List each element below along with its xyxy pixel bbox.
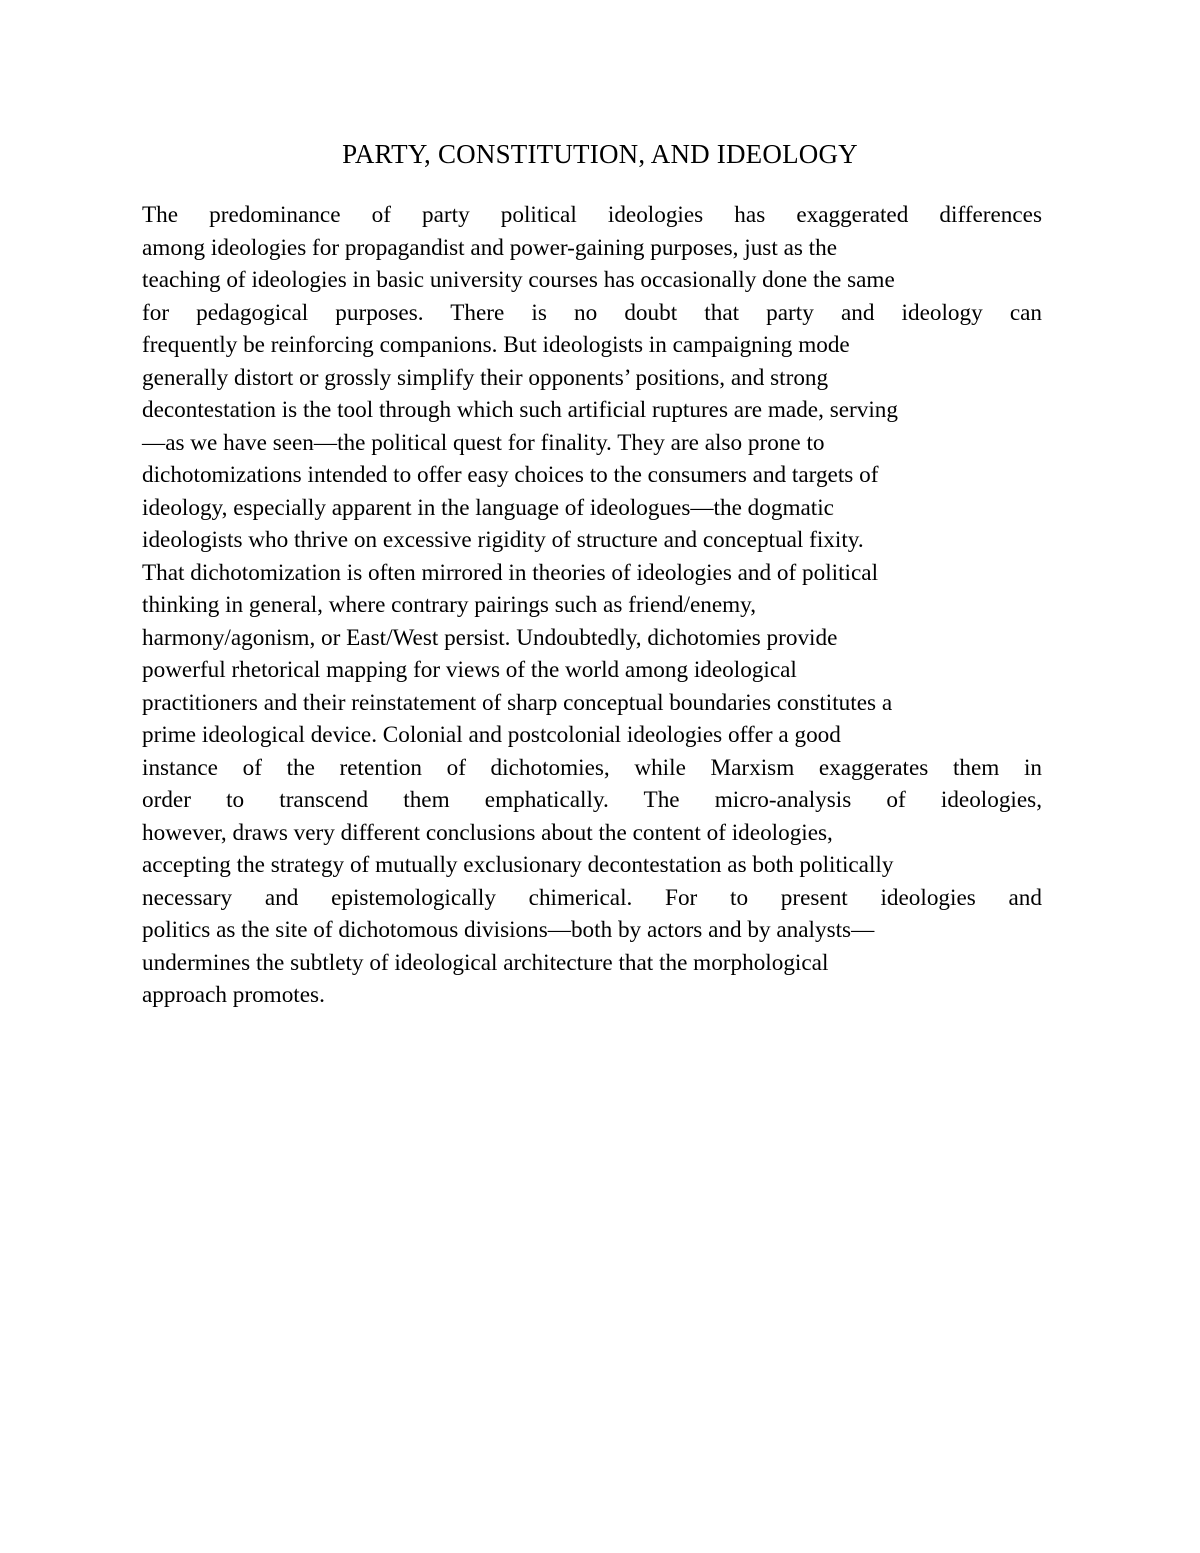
text-line: ideology, especially apparent in the language of ideologues—the dogmatic [142,494,834,521]
text-line: necessary and epistemologically chimerical. For to present ideologies and [142,884,1042,911]
text-line: among ideologies for propagandist and power-gaining purposes, just as the [142,234,838,261]
text-line: frequently be reinforcing companions. But ideologists in campaigning mode [142,332,850,358]
text-line: That dichotomization is often mirrored in theories of ideologies and of political [142,559,879,586]
page-title: PARTY, CONSTITUTION, AND IDEOLOGY [342,139,858,169]
text-line: dichotomizations intended to offer easy choices to the consumers and targets of [142,462,879,488]
text-line: politics as the site of dichotomous divisions—both by actors and by analysts— [142,917,875,943]
text-line: decontestation is the tool through which such artificial ruptures are made, serving [142,397,898,423]
text-line: undermines the subtlety of ideological architecture that the morphological [142,949,829,976]
text-line: approach promotes. [142,982,325,1008]
text-line: teaching of ideologies in basic university courses has occasionally done the same [142,267,895,293]
text-line: thinking in general, where contrary pairings such as friend/enemy, [142,592,757,618]
text-line: for pedagogical purposes. There is no doubt that party and ideology can [142,299,1042,326]
text-line: ideologists who thrive on excessive rigidity of structure and conceptual fixity. [142,527,864,553]
text-line: instance of the retention of dichotomies, while Marxism exaggerates them in [142,754,1042,781]
text-line: however, draws very different conclusions about the content of ideologies, [142,819,833,846]
text-line: prime ideological device. Colonial and postcolonial ideologies offer a good [142,722,841,748]
text-line: powerful rhetorical mapping for views of the world among ideological [142,657,797,683]
text-line: —as we have seen—the political quest for finality. They are also prone to [142,429,825,456]
text-line: order to transcend them emphatically. The micro-analysis of ideologies, [142,787,1042,813]
text-line: The predominance of party political ideologies has exaggerated differences [142,202,1042,228]
text-line: harmony/agonism, or East/West persist. Undoubtedly, dichotomies provide [142,624,838,651]
text-line: generally distort or grossly simplify their opponents’ positions, and strong [142,364,829,391]
text-line: accepting the strategy of mutually exclusionary decontestation as both politically [142,852,894,878]
text-line: practitioners and their reinstatement of sharp conceptual boundaries constitutes a [142,689,893,716]
body-paragraph [142,199,1042,1012]
